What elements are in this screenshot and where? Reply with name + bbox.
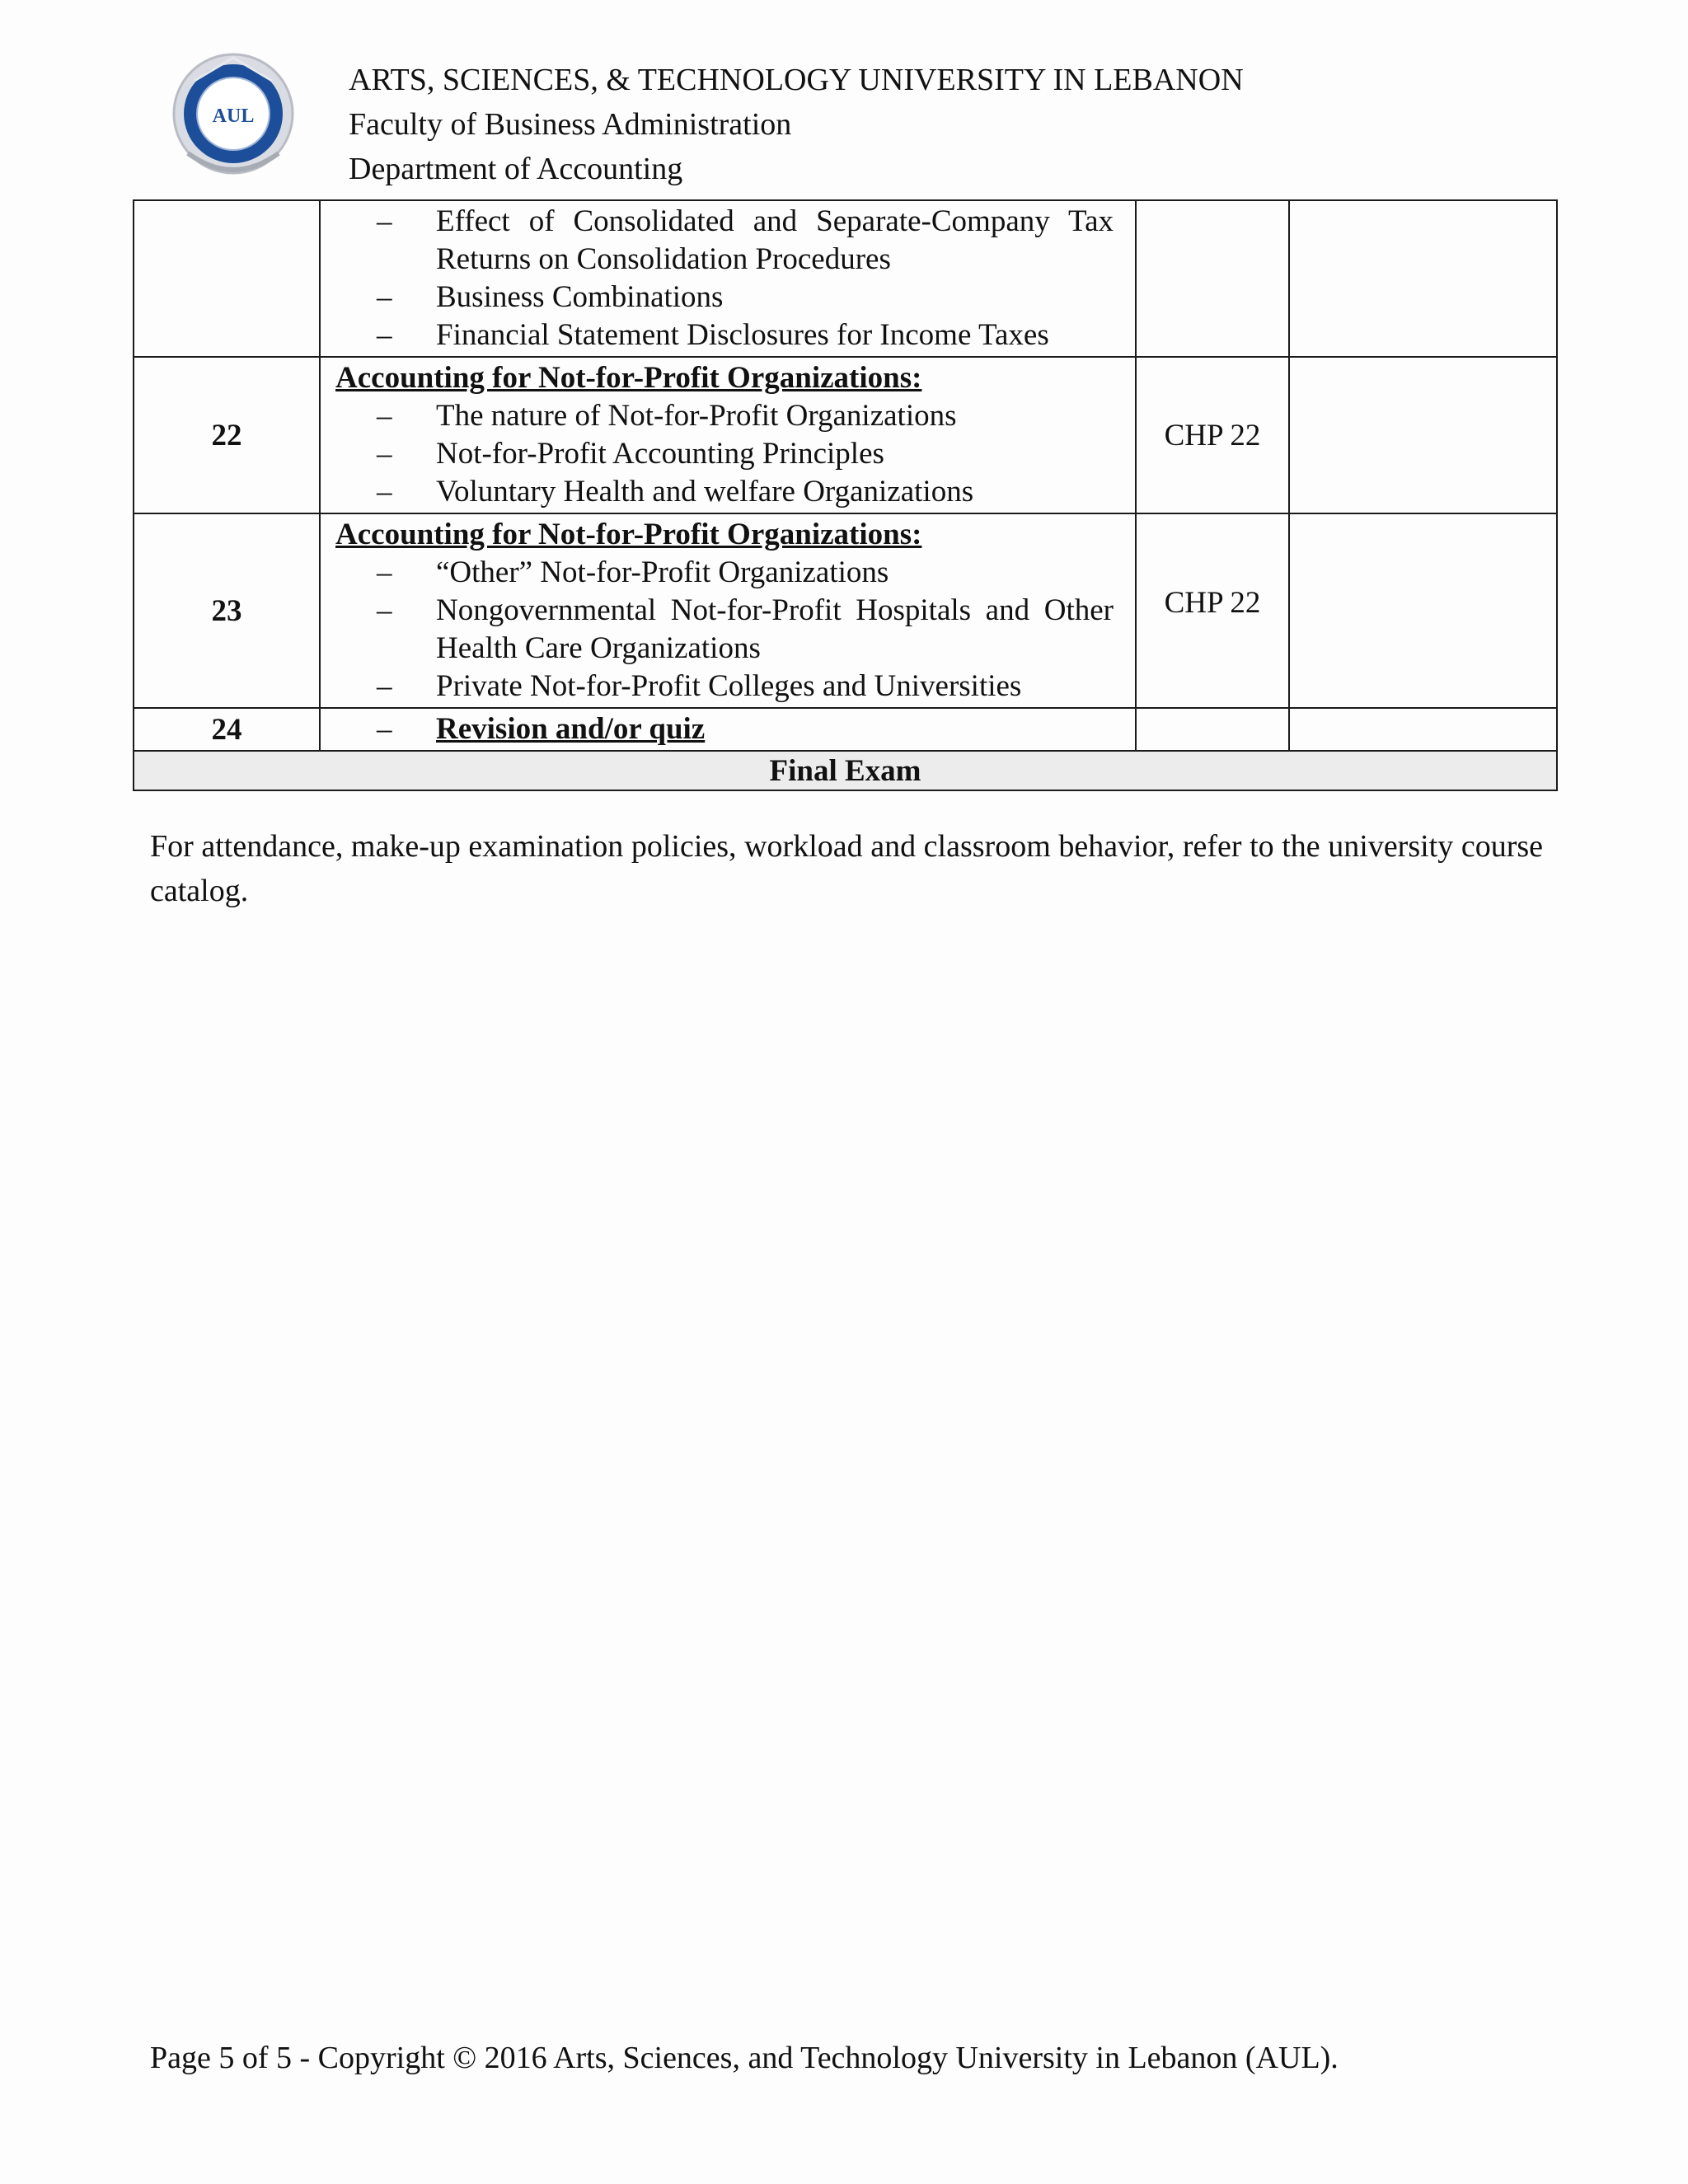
final-exam-label: Final Exam bbox=[134, 751, 1557, 790]
topic-heading: Accounting for Not-for-Profit Organizations: bbox=[335, 361, 922, 395]
final-exam-row bbox=[134, 751, 1557, 790]
topic-cell bbox=[320, 357, 1136, 513]
logo-text: AUL bbox=[212, 105, 255, 127]
university-name: ARTS, SCIENCES, & TECHNOLOGY UNIVERSITY IN LEBANON bbox=[349, 63, 1244, 97]
empty-cell bbox=[1289, 200, 1557, 357]
reference-cell bbox=[1136, 200, 1289, 357]
list-item: – Private Not-for-Profit Colleges and Universities bbox=[377, 669, 1022, 703]
reference-cell: CHP 22 bbox=[1136, 513, 1289, 708]
empty-cell bbox=[1289, 513, 1557, 708]
empty-cell bbox=[1289, 357, 1557, 513]
reference-cell: CHP 22 bbox=[1136, 357, 1289, 513]
table-row bbox=[134, 708, 1557, 751]
list-item: – Business Combinations bbox=[377, 280, 724, 314]
list-item: – Revision and/or quiz bbox=[377, 712, 706, 746]
policy-note: For attendance, make-up examination policies, workload and classroom behavior, refer to the university course catalog. bbox=[150, 829, 1543, 908]
university-logo bbox=[163, 48, 303, 181]
page-footer: Page 5 of 5 - Copyright © 2016 Arts, Sciences, and Technology University in Lebanon (AUL). bbox=[150, 2041, 1339, 2075]
list-item: – Effect of Consolidated and Separate-Company Tax Returns on Consolidation Procedures bbox=[377, 204, 1114, 276]
list-item: – The nature of Not-for-Profit Organizations bbox=[377, 399, 957, 433]
list-item: – Nongovernmental Not-for-Profit Hospitals and Other Health Care Organizations bbox=[377, 593, 1114, 665]
faculty-name: Faculty of Business Administration bbox=[349, 107, 792, 142]
list-item: – “Other” Not-for-Profit Organizations bbox=[377, 555, 889, 589]
empty-cell bbox=[1289, 708, 1557, 751]
week-cell bbox=[134, 200, 320, 357]
topic-heading: Accounting for Not-for-Profit Organizations: bbox=[335, 518, 922, 551]
topic-cell bbox=[320, 708, 1136, 751]
topic-cell bbox=[320, 513, 1136, 708]
department-name: Department of Accounting bbox=[349, 152, 683, 186]
list-item: – Financial Statement Disclosures for Income Taxes bbox=[377, 318, 1049, 352]
table-row bbox=[134, 200, 1557, 357]
empty-cell bbox=[1136, 708, 1289, 751]
week-cell: 24 bbox=[134, 708, 320, 751]
course-schedule-table bbox=[133, 199, 1558, 791]
table-row bbox=[134, 513, 1557, 708]
topic-cell bbox=[320, 200, 1136, 357]
table-row bbox=[134, 357, 1557, 513]
list-item: – Not-for-Profit Accounting Principles bbox=[377, 437, 884, 471]
letterhead bbox=[349, 58, 1244, 191]
list-item: – Voluntary Health and welfare Organizations bbox=[377, 475, 974, 509]
week-cell: 23 bbox=[134, 513, 320, 708]
week-cell: 22 bbox=[134, 357, 320, 513]
